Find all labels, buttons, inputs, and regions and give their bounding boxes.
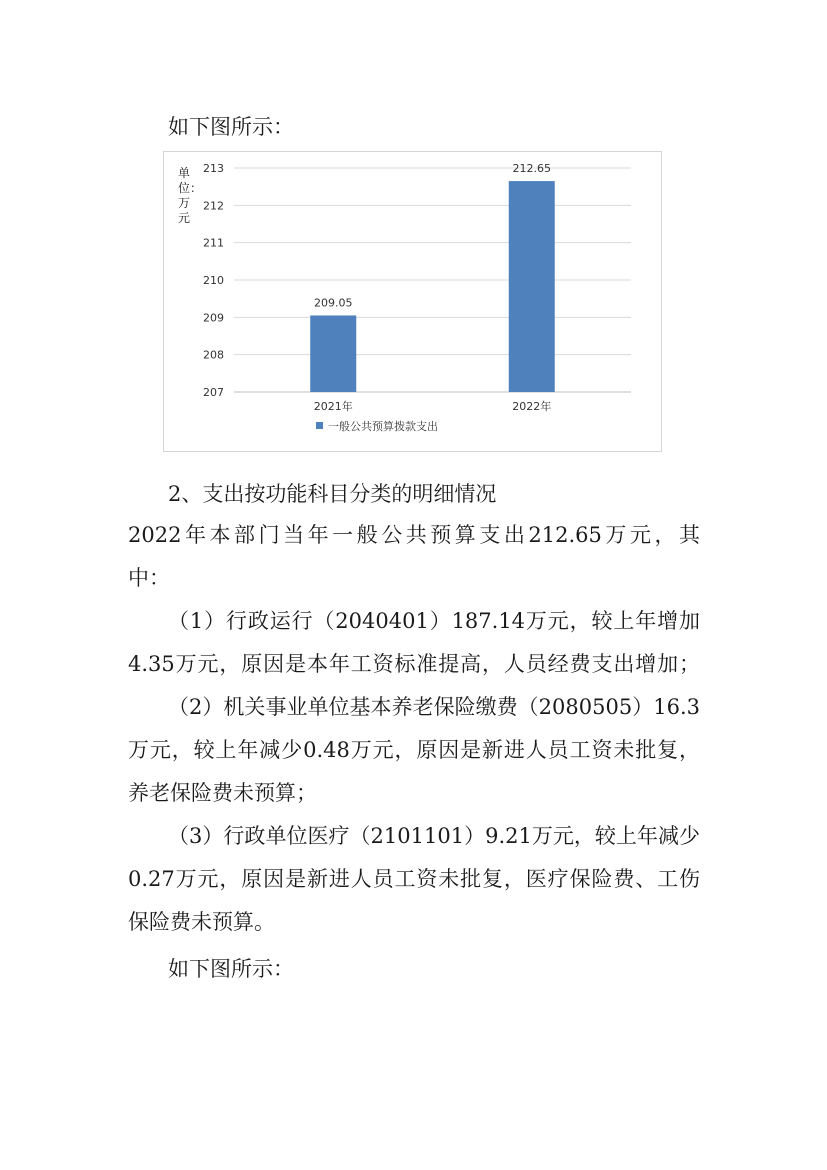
intro-text-bottom: 如下图所示： bbox=[168, 957, 294, 981]
paragraph-4-line-2: 0.27万元，原因是新进人员工资未批复，医疗保险费、工伤 bbox=[128, 867, 700, 891]
y-axis-unit-label: 单位：万元 bbox=[178, 166, 203, 225]
bar-chart bbox=[163, 151, 662, 452]
paragraph-2-line-2: 4.35万元，原因是本年工资标准提高，人员经费支出增加； bbox=[128, 652, 700, 676]
paragraph-2-line-1: （1）行政运行（2040401）187.14万元，较上年增加 bbox=[168, 609, 700, 633]
x-tick-label: 2022年 bbox=[512, 400, 552, 413]
section-heading: 2、支出按功能科目分类的明细情况 bbox=[168, 482, 497, 506]
y-tick-label: 209 bbox=[203, 311, 224, 325]
y-tick-label: 210 bbox=[203, 274, 224, 287]
paragraph-4-line-3: 保险费未预算。 bbox=[128, 910, 275, 934]
x-tick-label: 2021年 bbox=[313, 400, 353, 413]
paragraph-3-line-3: 养老保险费未预算； bbox=[128, 781, 317, 805]
paragraph-1-line-2: 中： bbox=[128, 566, 170, 590]
y-tick-label: 211 bbox=[203, 236, 224, 250]
y-tick-label: 213 bbox=[203, 162, 224, 175]
bar bbox=[509, 181, 555, 392]
y-tick-label: 208 bbox=[203, 348, 224, 362]
paragraph-3-line-1: （2）机关事业单位基本养老保险缴费（2080505）16.3 bbox=[168, 695, 700, 719]
y-tick-label: 207 bbox=[203, 386, 224, 399]
paragraph-4-line-1: （3）行政单位医疗（2101101）9.21万元，较上年减少 bbox=[168, 824, 700, 848]
data-label: 209.05 bbox=[314, 296, 353, 310]
legend-swatch bbox=[316, 422, 323, 429]
legend-label: 一般公共预算拨款支出 bbox=[328, 420, 438, 433]
data-label: 212.65 bbox=[512, 162, 551, 176]
chart-canvas bbox=[164, 152, 661, 451]
paragraph-3-line-2: 万元，较上年减少0.48万元，原因是新进人员工资未批复， bbox=[128, 738, 700, 762]
y-tick-label: 212 bbox=[203, 199, 224, 213]
paragraph-1-line-1: 2022年本部门当年一般公共预算支出212.65万元，其 bbox=[128, 523, 700, 547]
bar bbox=[310, 315, 356, 392]
intro-text-top: 如下图所示： bbox=[168, 115, 294, 139]
